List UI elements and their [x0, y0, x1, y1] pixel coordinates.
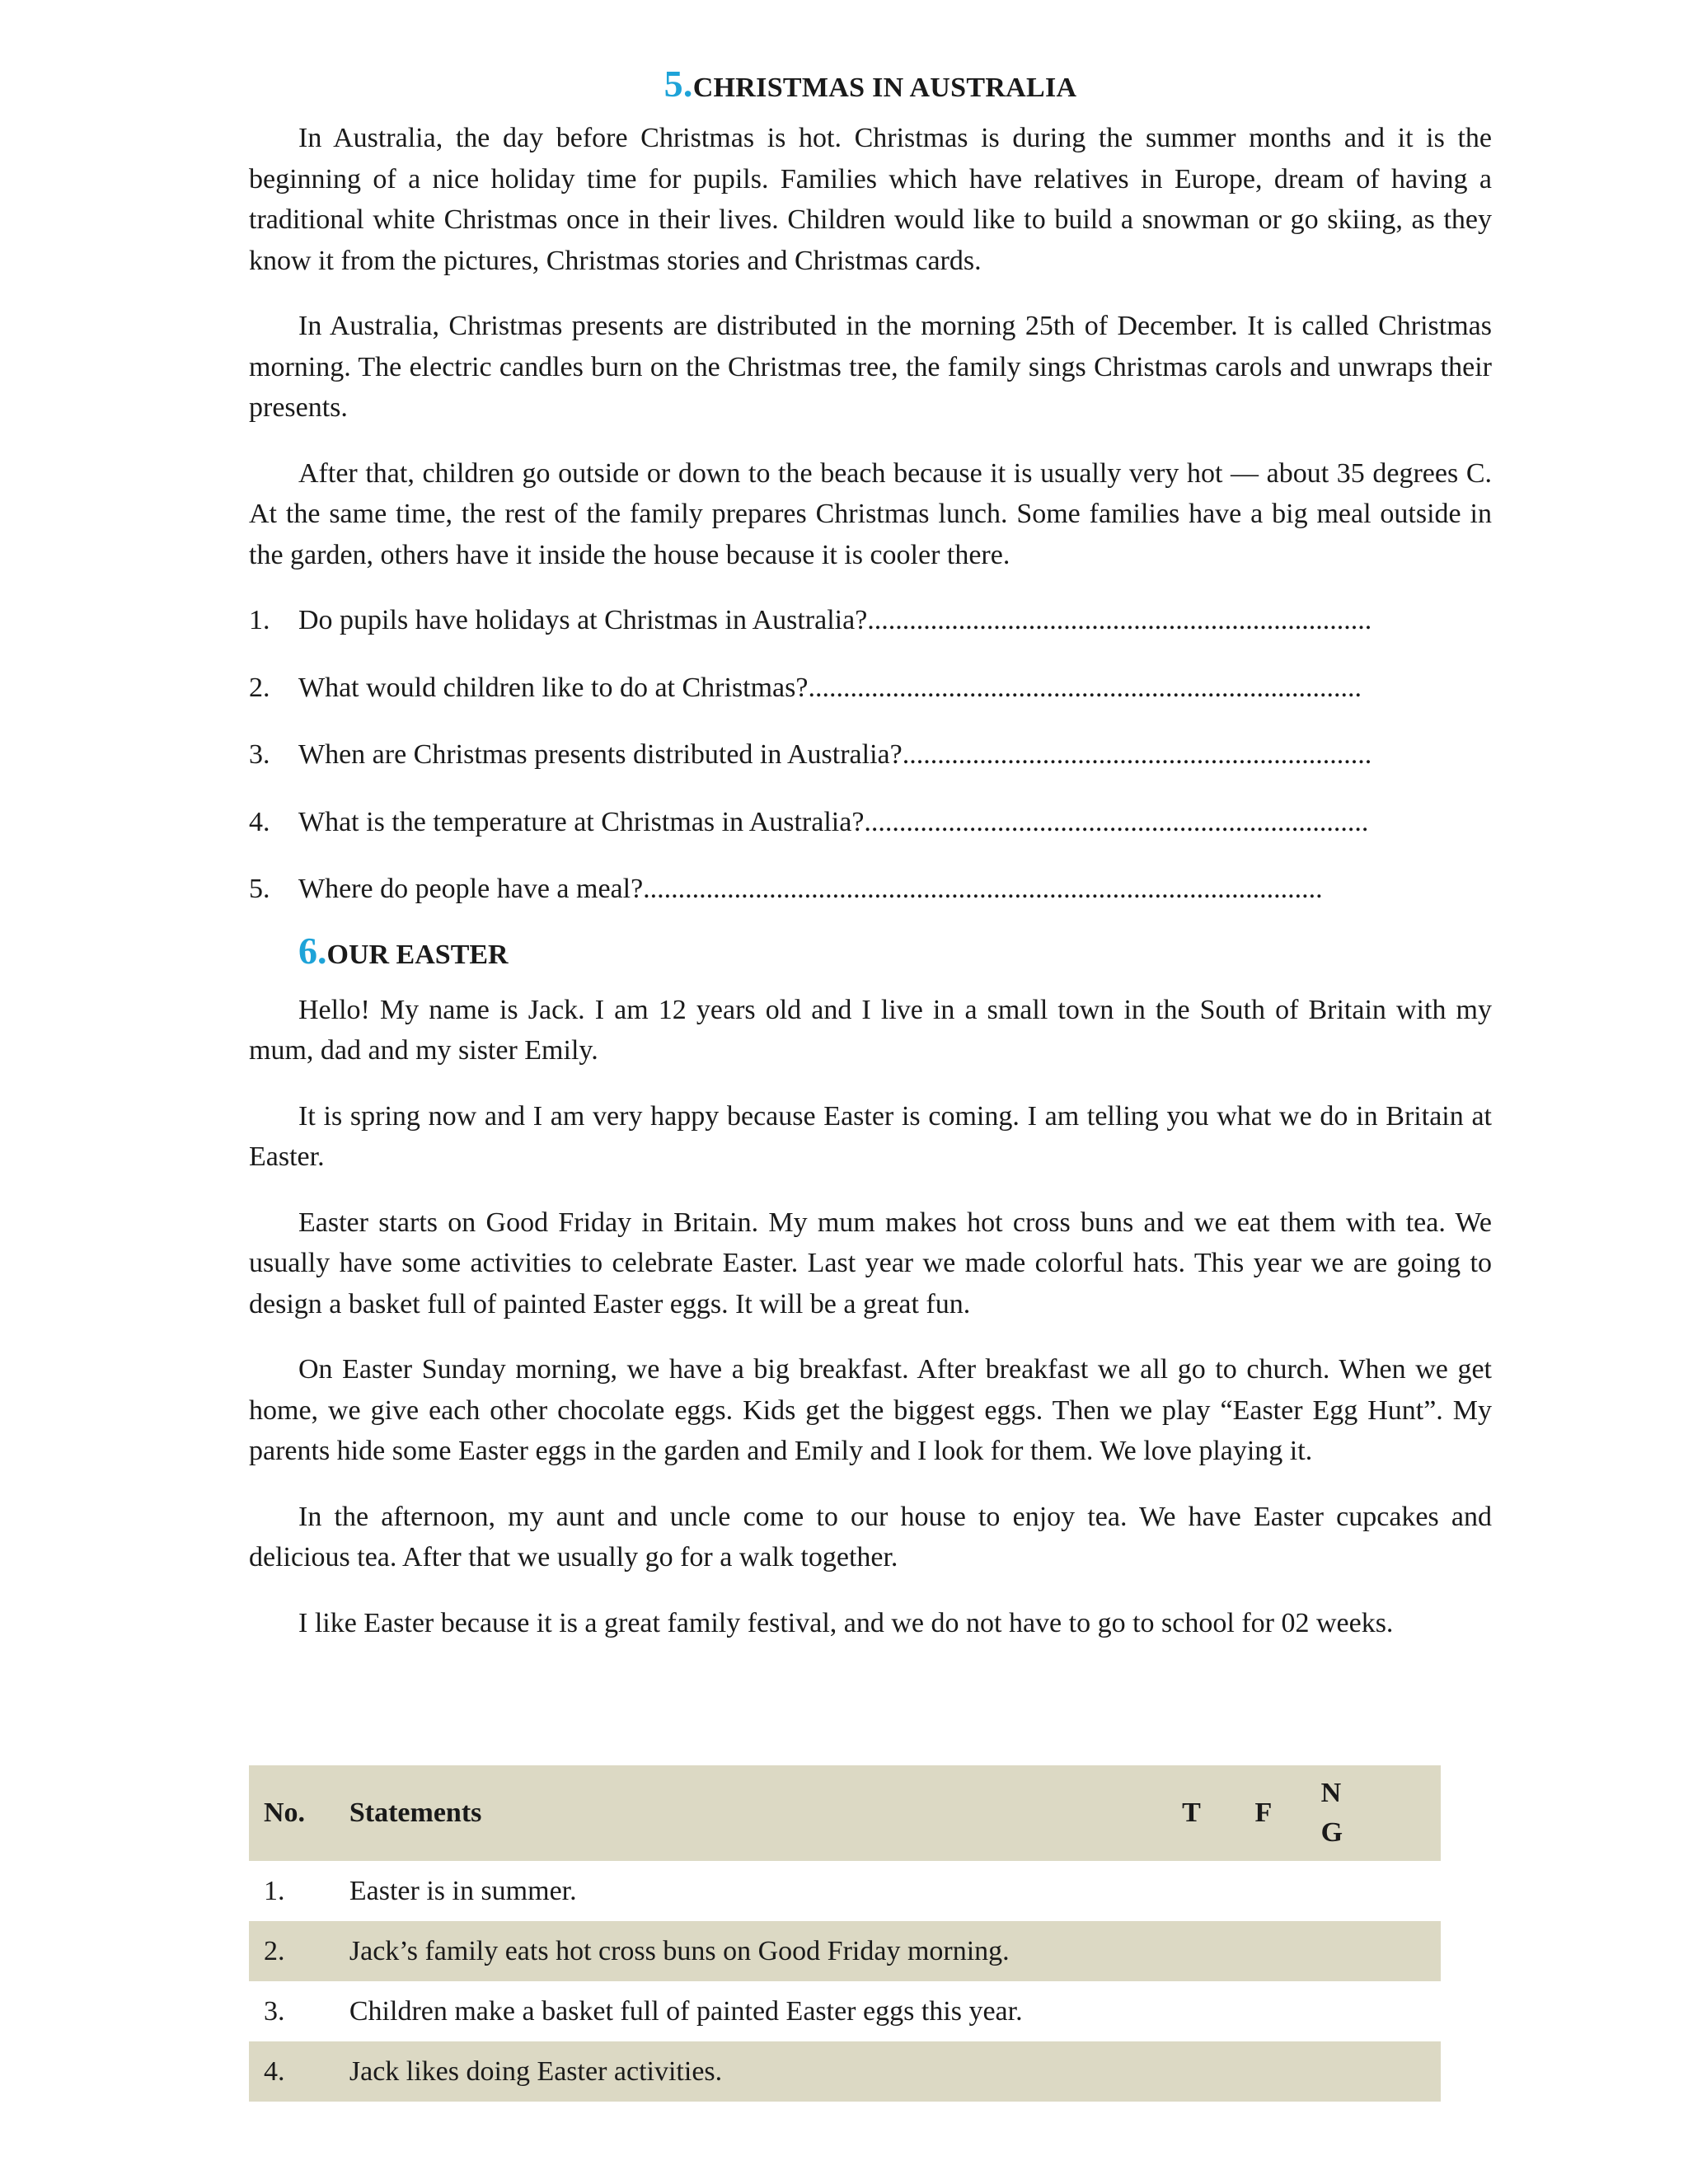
- row-1-false-cell[interactable]: [1227, 1861, 1299, 1921]
- row-4-number: 4.: [264, 2055, 285, 2087]
- section-5-paragraph-3: After that, children go outside or down to the beach because it is usually very hot — about 35 degrees C. At the same time, the rest of the family prepares Christmas lunch. Some families have a big meal outside in the garden, others have it inside the house because it is cooler there.: [249, 457, 1492, 570]
- question-4: [249, 802, 1492, 843]
- row-4-true-cell[interactable]: [1156, 2041, 1227, 2102]
- row-2-statement: Jack’s family eats hot cross buns on Good Friday morning.: [349, 1935, 1010, 1966]
- section-5-title-text: CHRISTMAS IN AUSTRALIA: [692, 73, 1077, 103]
- question-5-text: Where do people have a meal?.................................................................................................: [298, 874, 1323, 904]
- section-5-title: [249, 59, 1492, 113]
- row-4-statement: Jack likes doing Easter activities.: [349, 2055, 723, 2087]
- section-5-number: 5.: [663, 63, 693, 105]
- row-4-false-cell[interactable]: [1227, 2041, 1299, 2102]
- row-1-number: 1.: [264, 1875, 285, 1906]
- section-6-title-text: OUR EASTER: [326, 939, 509, 970]
- section-6-paragraph-2: It is spring now and I am very happy because Easter is coming. I am telling you what we do in Britain at Easter.: [249, 1100, 1492, 1172]
- row-3-statement: Children make a basket full of painted Easter eggs this year.: [349, 1995, 1023, 2027]
- true-false-not-given-table: [249, 1765, 1441, 2102]
- question-2: [249, 668, 1492, 709]
- question-5: [249, 869, 1492, 910]
- question-1-number: 1.: [249, 605, 270, 635]
- header-no: No.: [264, 1797, 306, 1828]
- section-6-paragraph-1: Hello! My name is Jack. I am 12 years old and I live in a small town in the South of Britain with my mum, dad and my sister Emily.: [249, 994, 1492, 1066]
- question-1: [249, 600, 1492, 641]
- question-2-text: What would children like to do at Christmas?...............................................................................: [298, 672, 1362, 703]
- question-3: [249, 734, 1492, 776]
- row-2-not-given-cell[interactable]: [1300, 1921, 1441, 1981]
- header-false: F: [1254, 1797, 1273, 1828]
- table-row: [249, 2041, 1441, 2102]
- question-2-number: 2.: [249, 672, 270, 703]
- row-3-number: 3.: [264, 1995, 285, 2027]
- row-4-not-given-cell[interactable]: [1300, 2041, 1441, 2102]
- header-true: T: [1182, 1797, 1201, 1828]
- section-6-title: [249, 926, 1492, 980]
- header-not-given-line-2: G: [1320, 1817, 1343, 1848]
- row-2-false-cell[interactable]: [1227, 1921, 1299, 1981]
- row-3-false-cell[interactable]: [1227, 1981, 1299, 2041]
- header-not-given: [1300, 1765, 1441, 1861]
- row-1-not-given-cell[interactable]: [1300, 1861, 1441, 1921]
- header-not-given-line-1: N: [1320, 1778, 1342, 1808]
- section-5-paragraph-1: In Australia, the day before Christmas is hot. Christmas is during the summer months and it is the beginning of a nice holiday time for pupils. Families which have relatives in Europe, dream of having a traditional white Christmas once in their lives. Children would like to build a snowman or go skiing, as they know it from the pictures, Christmas stories and Christmas cards.: [249, 123, 1492, 276]
- row-3-true-cell[interactable]: [1156, 1981, 1227, 2041]
- row-1-statement: Easter is in summer.: [349, 1875, 577, 1906]
- section-6-paragraph-6: I like Easter because it is a great family festival, and we do not have to go to school for 02 weeks.: [298, 1607, 1394, 1638]
- section-6-paragraph-4: On Easter Sunday morning, we have a big breakfast. After breakfast we all go to church. When we get home, we give each other chocolate eggs. Kids get the biggest eggs. Then we play “Easter Egg Hunt”. My parents hide some Easter eggs in the garden and Emily and I look for them. We love playing it.: [249, 1354, 1492, 1466]
- question-3-number: 3.: [249, 739, 270, 770]
- table-row: [249, 1921, 1441, 1981]
- row-1-true-cell[interactable]: [1156, 1861, 1227, 1921]
- row-2-true-cell[interactable]: [1156, 1921, 1227, 1981]
- section-6-paragraph-3: Easter starts on Good Friday in Britain. My mum makes hot cross buns and we eat them with tea. We usually have some activities to celebrate Easter. Last year we made colorful hats. This year we are going to design a basket full of painted Easter eggs. It will be a great fun.: [249, 1207, 1492, 1319]
- question-5-number: 5.: [249, 874, 270, 904]
- table-header-row: [249, 1765, 1441, 1861]
- header-statements: Statements: [349, 1797, 482, 1828]
- section-6-number: 6.: [298, 929, 327, 972]
- question-1-text: Do pupils have holidays at Christmas in Australia?........................................................................: [298, 605, 1372, 635]
- table-row: [249, 1981, 1441, 2041]
- table-row: [249, 1861, 1441, 1921]
- question-4-number: 4.: [249, 806, 270, 837]
- question-4-text: What is the temperature at Christmas in Australia?........................................................................: [298, 806, 1369, 837]
- section-6-paragraph-5: In the afternoon, my aunt and uncle come to our house to enjoy tea. We have Easter cupcakes and delicious tea. After that we usually go for a walk together.: [249, 1501, 1492, 1572]
- question-3-text: When are Christmas presents distributed in Australia?...................................................................: [298, 739, 1372, 770]
- section-5-paragraph-2: In Australia, Christmas presents are distributed in the morning 25th of December. It is called Christmas morning. The electric candles burn on the Christmas tree, the family sings Christmas carols and unwraps their presents.: [249, 311, 1492, 423]
- row-3-not-given-cell[interactable]: [1300, 1981, 1441, 2041]
- worksheet-page: [249, 0, 1492, 1643]
- row-2-number: 2.: [264, 1935, 285, 1966]
